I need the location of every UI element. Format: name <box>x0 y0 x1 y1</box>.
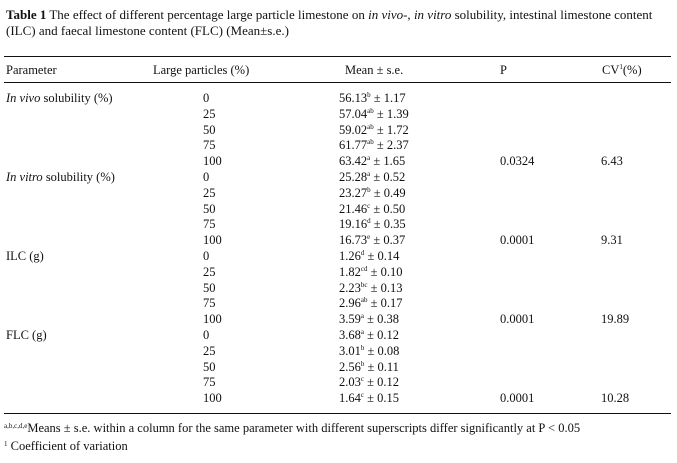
large-particles-cell: 0 <box>203 328 210 342</box>
significance-superscript: a <box>367 154 371 162</box>
mean-value: 63.42 <box>339 154 368 168</box>
large-particles-cell: 50 <box>203 123 216 137</box>
mean-value: 21.46 <box>339 202 368 216</box>
significance-superscript: c <box>360 391 364 399</box>
header-rule <box>4 82 671 83</box>
header-cv-sup: 1 <box>619 63 623 71</box>
significance-superscript: d <box>367 217 371 225</box>
standard-error: ± 0.52 <box>373 170 406 184</box>
mean-value: 59.02 <box>339 123 368 137</box>
standard-error: ± 0.11 <box>367 360 399 374</box>
standard-error: ± 0.08 <box>367 344 400 358</box>
large-particles-cell: 100 <box>203 154 222 168</box>
mean-se-cell <box>339 217 406 231</box>
significance-superscript: d <box>360 249 365 257</box>
standard-error: ± 0.15 <box>367 391 399 405</box>
header-large-particles: Large particles (%) <box>153 63 250 77</box>
mean-value: 19.16 <box>339 217 368 231</box>
significance-superscript: a <box>360 328 364 336</box>
mean-se-cell <box>339 328 399 342</box>
significance-superscript: b <box>367 186 371 194</box>
mean-se-cell <box>339 391 399 405</box>
standard-error: ± 1.65 <box>373 154 406 168</box>
significance-superscript: a <box>360 312 364 320</box>
p-value-cell: 0.0324 <box>500 154 535 168</box>
mean-value: 1.26 <box>339 249 361 263</box>
bottom-rule <box>4 413 671 414</box>
standard-error: ± 0.50 <box>373 202 406 216</box>
significance-superscript: b <box>360 344 365 352</box>
parameter-text: FLC (g) <box>6 328 47 342</box>
standard-error: ± 1.72 <box>376 123 409 137</box>
standard-error: ± 0.10 <box>370 265 403 279</box>
caption-text-c: solubility, intestinal limestone content (ILC) and faecal limestone content (FLC) (Mean±s.e.) <box>6 7 653 38</box>
mean-value: 61.77 <box>339 138 368 152</box>
significance-superscript: cd <box>360 265 368 273</box>
standard-error: ± 0.17 <box>370 296 403 310</box>
large-particles-cell: 75 <box>203 217 216 231</box>
standard-error: ± 0.12 <box>367 375 399 389</box>
standard-error: ± 1.17 <box>373 91 406 105</box>
large-particles-cell: 100 <box>203 312 222 326</box>
large-particles-cell: 0 <box>203 170 210 184</box>
mean-se-cell <box>339 123 409 137</box>
mean-value: 2.56 <box>339 360 361 374</box>
header-parameter: Parameter <box>6 63 57 77</box>
significance-superscript: ab <box>367 138 374 146</box>
large-particles-cell: 25 <box>203 186 216 200</box>
header-p: P <box>500 63 507 77</box>
mean-value: 2.03 <box>339 375 361 389</box>
parameter-text: solubility (%) <box>42 170 115 184</box>
p-value-cell: 0.0001 <box>500 391 535 405</box>
mean-se-cell <box>339 186 406 200</box>
mean-se-cell <box>339 249 399 263</box>
cv-cell: 6.43 <box>601 154 623 168</box>
mean-se-cell <box>339 91 406 105</box>
large-particles-cell: 75 <box>203 138 216 152</box>
mean-se-cell <box>339 375 399 389</box>
significance-superscript: c <box>360 375 364 383</box>
large-particles-cell: 0 <box>203 249 210 263</box>
parameter-italic: In vivo <box>6 91 41 105</box>
parameter-cell <box>6 91 113 105</box>
parameter-cell <box>6 170 115 184</box>
parameter-text: ILC (g) <box>6 249 44 263</box>
significance-superscript: ab <box>367 107 374 115</box>
mean-value: 56.13 <box>339 91 368 105</box>
large-particles-cell: 50 <box>203 360 216 374</box>
top-rule <box>4 56 671 57</box>
significance-superscript: ab <box>367 123 374 131</box>
parameter-text: solubility (%) <box>40 91 113 105</box>
large-particles-cell: 75 <box>203 296 216 310</box>
significance-superscript: e <box>367 233 371 241</box>
cv-cell: 9.31 <box>601 233 623 247</box>
mean-se-cell <box>339 233 405 247</box>
caption-in-vivo: in vivo <box>368 7 404 22</box>
mean-se-cell <box>339 138 409 152</box>
significance-superscript: ab <box>360 296 368 304</box>
cv-cell: 19.89 <box>601 312 630 326</box>
footnote-significance <box>4 421 580 436</box>
mean-value: 3.01 <box>339 344 361 358</box>
mean-se-cell <box>339 360 399 374</box>
standard-error: ± 0.12 <box>367 328 399 342</box>
mean-value: 1.64 <box>339 391 361 405</box>
mean-value: 2.96 <box>339 296 361 310</box>
significance-superscript: c <box>367 202 371 210</box>
footnote-significance-text: Means ± s.e. within a column for the same parameter with different superscripts differ significantly at P < 0.05 <box>27 421 581 435</box>
standard-error: ± 0.49 <box>373 186 406 200</box>
cv-cell: 10.28 <box>601 391 630 405</box>
parameter-italic: In vitro <box>6 170 43 184</box>
header-cv <box>602 63 642 78</box>
mean-value: 25.28 <box>339 170 368 184</box>
table-label: Table 1 <box>6 7 47 22</box>
standard-error: ± 2.37 <box>376 138 409 152</box>
significance-superscript: bc <box>360 281 368 289</box>
standard-error: ± 0.37 <box>373 233 406 247</box>
mean-se-cell <box>339 312 399 326</box>
large-particles-cell: 75 <box>203 375 216 389</box>
footnote-sup-letters: a,b,c,d,e <box>4 422 28 430</box>
mean-value: 23.27 <box>339 186 368 200</box>
parameter-cell <box>6 249 44 263</box>
mean-value: 1.82 <box>339 265 361 279</box>
standard-error: ± 0.35 <box>373 217 406 231</box>
header-mean-se: Mean ± s.e. <box>345 63 404 77</box>
parameter-cell <box>6 328 47 342</box>
mean-value: 2.23 <box>339 281 361 295</box>
mean-se-cell <box>339 107 409 121</box>
mean-se-cell <box>339 202 405 216</box>
large-particles-cell: 50 <box>203 281 216 295</box>
caption-in-vitro: in vitro <box>413 7 452 22</box>
large-particles-cell: 100 <box>203 233 222 247</box>
large-particles-cell: 50 <box>203 202 216 216</box>
mean-se-cell <box>339 344 399 358</box>
large-particles-cell: 25 <box>203 265 216 279</box>
mean-value: 16.73 <box>339 233 368 247</box>
large-particles-cell: 0 <box>203 91 210 105</box>
standard-error: ± 0.13 <box>370 281 403 295</box>
table-caption <box>6 7 668 39</box>
large-particles-cell: 100 <box>203 391 222 405</box>
caption-text-b: -, <box>403 7 414 22</box>
standard-error: ± 0.38 <box>367 312 399 326</box>
standard-error: ± 0.14 <box>367 249 400 263</box>
mean-value: 57.04 <box>339 107 368 121</box>
mean-se-cell <box>339 281 402 295</box>
significance-superscript: a <box>367 170 371 178</box>
large-particles-cell: 25 <box>203 344 216 358</box>
significance-superscript: b <box>367 91 371 99</box>
large-particles-cell: 25 <box>203 107 216 121</box>
mean-value: 3.59 <box>339 312 361 326</box>
footnote-cv-text: Coefficient of variation <box>7 439 128 453</box>
p-value-cell: 0.0001 <box>500 312 535 326</box>
significance-superscript: b <box>360 360 365 368</box>
footnote-cv <box>4 439 128 454</box>
header-cv-label: CV <box>602 63 620 77</box>
mean-value: 3.68 <box>339 328 361 342</box>
footnote-cv-sup: 1 <box>4 440 8 448</box>
header-cv-unit: (%) <box>622 63 642 77</box>
p-value-cell: 0.0001 <box>500 233 535 247</box>
mean-se-cell <box>339 265 402 279</box>
standard-error: ± 1.39 <box>376 107 409 121</box>
mean-se-cell <box>339 170 405 184</box>
mean-se-cell <box>339 154 405 168</box>
mean-se-cell <box>339 296 402 310</box>
caption-text-a: The effect of different percentage large particle limestone on <box>46 7 369 22</box>
